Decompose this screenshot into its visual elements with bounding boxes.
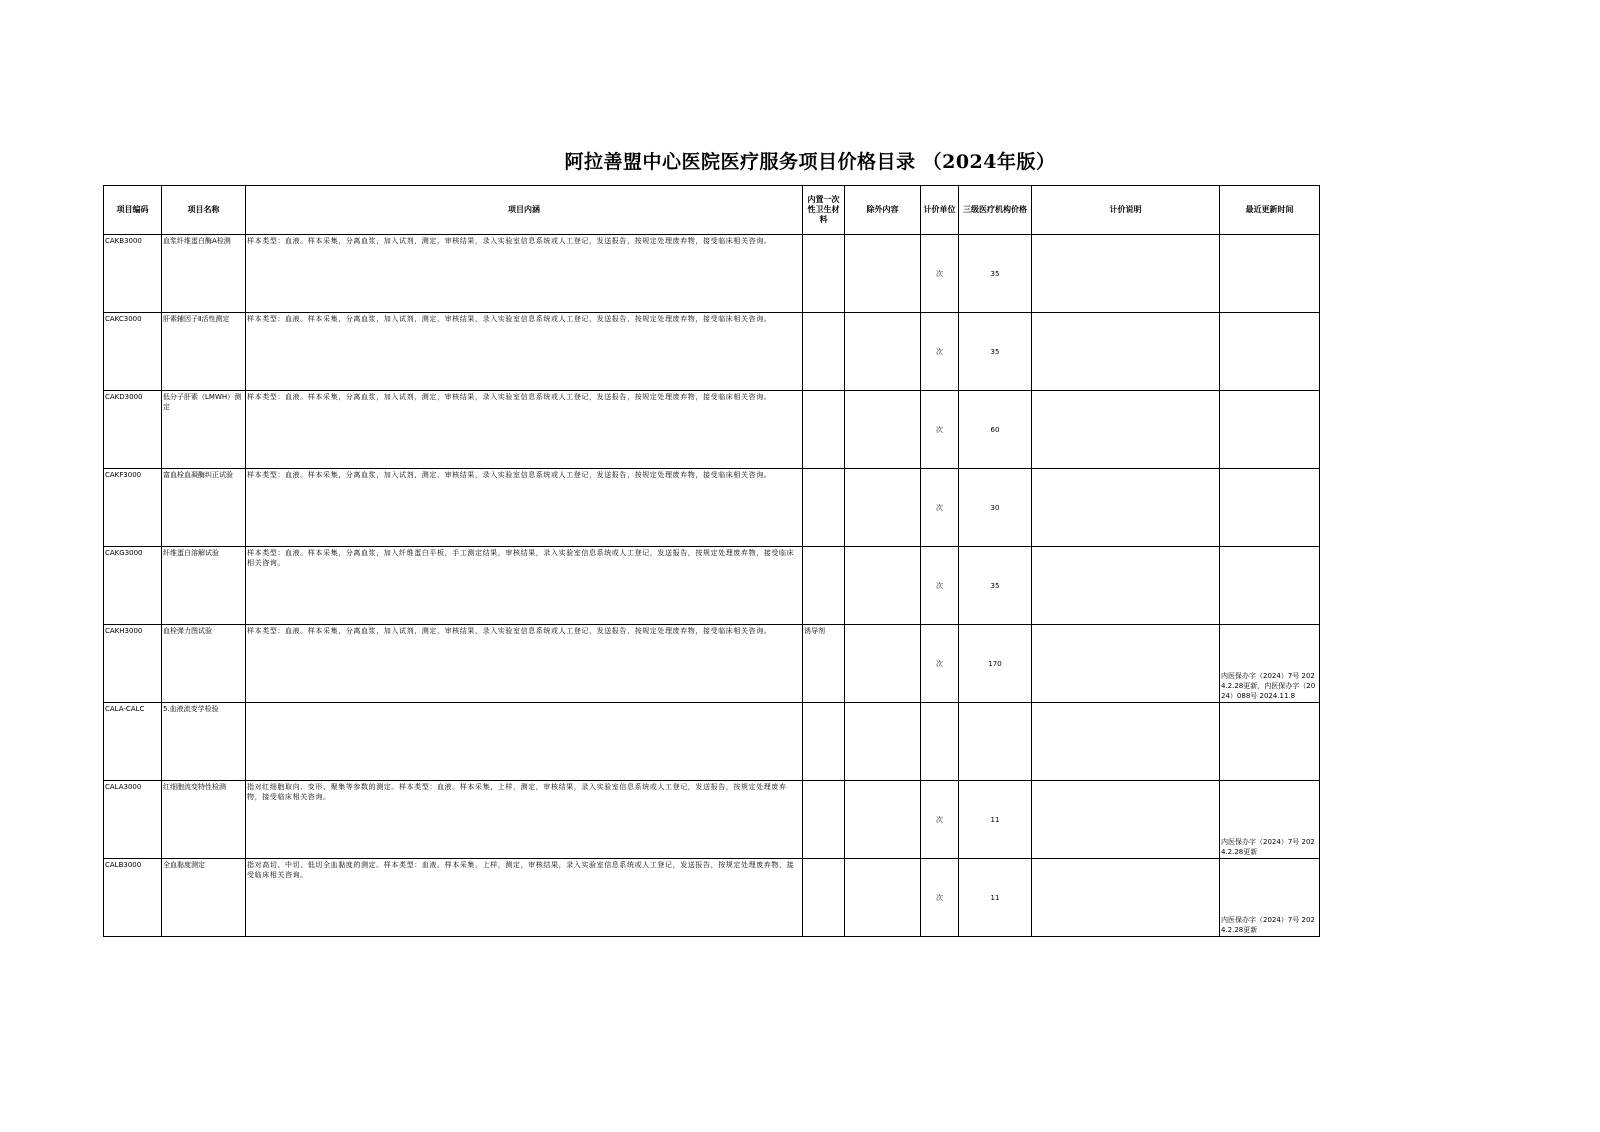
table-row bbox=[104, 781, 1320, 859]
cell-content: 样本类型：血液。样本采集，分离血浆，加入试剂，测定，审核结果，录入实验室信息系统或人工登记，发送报告，按规定处理废弃物，接受临床相关咨询。 bbox=[246, 625, 803, 703]
cell-unit bbox=[921, 703, 959, 781]
page-title: 阿拉善盟中心医院医疗服务项目价格目录 （2024年版） bbox=[564, 151, 1056, 173]
cell-note bbox=[1032, 703, 1220, 781]
cell-code: CAKD3000 bbox=[104, 391, 162, 469]
header-name: 项目名称 bbox=[162, 186, 246, 235]
cell-update bbox=[1220, 547, 1320, 625]
cell-price: 35 bbox=[959, 547, 1032, 625]
cell-material bbox=[803, 391, 845, 469]
cell-content: 样本类型：血液。样本采集，分离血浆，加入试剂，测定，审核结果，录入实验室信息系统或人工登记，发送报告，按规定处理废弃物，接受临床相关咨询。 bbox=[246, 469, 803, 547]
cell-update: 内医保办字（2024）7号 2024.2.28更新 bbox=[1220, 859, 1320, 937]
cell-code: CALA-CALC bbox=[104, 703, 162, 781]
cell-note bbox=[1032, 391, 1220, 469]
cell-content: 指对高切、中切、低切全血黏度的测定。样本类型：血液。样本采集，上样，测定，审核结果，录入实验室信息系统或人工登记，发送报告，按规定处理废弃物，接受临床相关咨询。 bbox=[246, 859, 803, 937]
cell-update: 内医保办字（2024）7号 2024.2.28更新 bbox=[1220, 781, 1320, 859]
cell-exclusion bbox=[845, 235, 921, 313]
cell-code: CAKC3000 bbox=[104, 313, 162, 391]
cell-update: 内医保办字（2024）7号 2024.2.28更新，内医保办字（2024）088号 2024.11.8 bbox=[1220, 625, 1320, 703]
cell-content: 样本类型：血液。样本采集，分离血浆，加入试剂，测定，审核结果，录入实验室信息系统或人工登记，发送报告，按规定处理废弃物，接受临床相关咨询。 bbox=[246, 235, 803, 313]
cell-price: 30 bbox=[959, 469, 1032, 547]
cell-note bbox=[1032, 547, 1220, 625]
cell-name: 全血黏度测定 bbox=[162, 859, 246, 937]
cell-note bbox=[1032, 313, 1220, 391]
cell-content: 样本类型：血液。样本采集，分离血浆，加入试剂，测定，审核结果，录入实验室信息系统或人工登记，发送报告，按规定处理废弃物，接受临床相关咨询。 bbox=[246, 313, 803, 391]
cell-material bbox=[803, 469, 845, 547]
cell-unit: 次 bbox=[921, 781, 959, 859]
cell-name: 5.血液流变学检验 bbox=[162, 703, 246, 781]
table-row bbox=[104, 547, 1320, 625]
cell-unit: 次 bbox=[921, 313, 959, 391]
cell-name: 血栓弹力图试验 bbox=[162, 625, 246, 703]
header-code: 项目编码 bbox=[104, 186, 162, 235]
cell-exclusion bbox=[845, 859, 921, 937]
cell-note bbox=[1032, 859, 1220, 937]
cell-code: CAKH3000 bbox=[104, 625, 162, 703]
header-price: 三级医疗机构价格 bbox=[959, 186, 1032, 235]
cell-name: 富血栓血凝酶纠正试验 bbox=[162, 469, 246, 547]
cell-exclusion bbox=[845, 625, 921, 703]
table-row bbox=[104, 859, 1320, 937]
cell-name: 低分子肝素（LMWH）测定 bbox=[162, 391, 246, 469]
table-header-row bbox=[104, 186, 1320, 235]
cell-code: CAKG3000 bbox=[104, 547, 162, 625]
price-table bbox=[103, 185, 1320, 937]
cell-unit: 次 bbox=[921, 391, 959, 469]
cell-name: 肝素辅因子Ⅱ活性测定 bbox=[162, 313, 246, 391]
cell-price: 60 bbox=[959, 391, 1032, 469]
cell-unit: 次 bbox=[921, 625, 959, 703]
cell-material: 诱导剂 bbox=[803, 625, 845, 703]
cell-update bbox=[1220, 703, 1320, 781]
cell-update bbox=[1220, 469, 1320, 547]
cell-unit: 次 bbox=[921, 547, 959, 625]
table-row bbox=[104, 469, 1320, 547]
cell-price: 170 bbox=[959, 625, 1032, 703]
table-row bbox=[104, 391, 1320, 469]
cell-price: 11 bbox=[959, 859, 1032, 937]
cell-content bbox=[246, 703, 803, 781]
cell-name: 纤维蛋白溶解试验 bbox=[162, 547, 246, 625]
cell-content: 指对红细胞取向、变形、聚集等参数的测定。样本类型：血液。样本采集，上样，测定，审核结果，录入实验室信息系统或人工登记，发送报告，按规定处理废弃物，接受临床相关咨询。 bbox=[246, 781, 803, 859]
cell-material bbox=[803, 859, 845, 937]
cell-exclusion bbox=[845, 469, 921, 547]
cell-content: 样本类型：血液。样本采集，分离血浆，加入试剂，测定，审核结果，录入实验室信息系统或人工登记，发送报告，按规定处理废弃物，接受临床相关咨询。 bbox=[246, 391, 803, 469]
cell-exclusion bbox=[845, 703, 921, 781]
cell-exclusion bbox=[845, 391, 921, 469]
cell-note bbox=[1032, 625, 1220, 703]
table-row bbox=[104, 625, 1320, 703]
cell-code: CALA3000 bbox=[104, 781, 162, 859]
header-note: 计价说明 bbox=[1032, 186, 1220, 235]
cell-exclusion bbox=[845, 781, 921, 859]
cell-note bbox=[1032, 235, 1220, 313]
header-exclusion: 除外内容 bbox=[845, 186, 921, 235]
cell-update bbox=[1220, 235, 1320, 313]
cell-price: 35 bbox=[959, 235, 1032, 313]
header-unit: 计价单位 bbox=[921, 186, 959, 235]
cell-exclusion bbox=[845, 313, 921, 391]
cell-price bbox=[959, 703, 1032, 781]
cell-name: 红细胞流变特性检测 bbox=[162, 781, 246, 859]
header-update: 最近更新时间 bbox=[1220, 186, 1320, 235]
table-row bbox=[104, 235, 1320, 313]
cell-unit: 次 bbox=[921, 859, 959, 937]
cell-code: CALB3000 bbox=[104, 859, 162, 937]
cell-code: CAKB3000 bbox=[104, 235, 162, 313]
cell-unit: 次 bbox=[921, 469, 959, 547]
cell-price: 11 bbox=[959, 781, 1032, 859]
cell-note bbox=[1032, 469, 1220, 547]
cell-material bbox=[803, 703, 845, 781]
cell-content: 样本类型：血液。样本采集，分离血浆，加入纤维蛋白平板，手工测定结果，审核结果，录入实验室信息系统或人工登记，发送报告，按规定处理废弃物，接受临床相关咨询。 bbox=[246, 547, 803, 625]
cell-exclusion bbox=[845, 547, 921, 625]
cell-price: 35 bbox=[959, 313, 1032, 391]
header-content: 项目内涵 bbox=[246, 186, 803, 235]
cell-update bbox=[1220, 313, 1320, 391]
cell-material bbox=[803, 547, 845, 625]
table-row bbox=[104, 703, 1320, 781]
cell-unit: 次 bbox=[921, 235, 959, 313]
cell-material bbox=[803, 781, 845, 859]
header-material: 内置一次性卫生材料 bbox=[803, 186, 845, 235]
cell-name: 血浆纤维蛋白酶A检测 bbox=[162, 235, 246, 313]
cell-code: CAKF3000 bbox=[104, 469, 162, 547]
cell-material bbox=[803, 313, 845, 391]
cell-update bbox=[1220, 391, 1320, 469]
table-row bbox=[104, 313, 1320, 391]
cell-material bbox=[803, 235, 845, 313]
cell-note bbox=[1032, 781, 1220, 859]
